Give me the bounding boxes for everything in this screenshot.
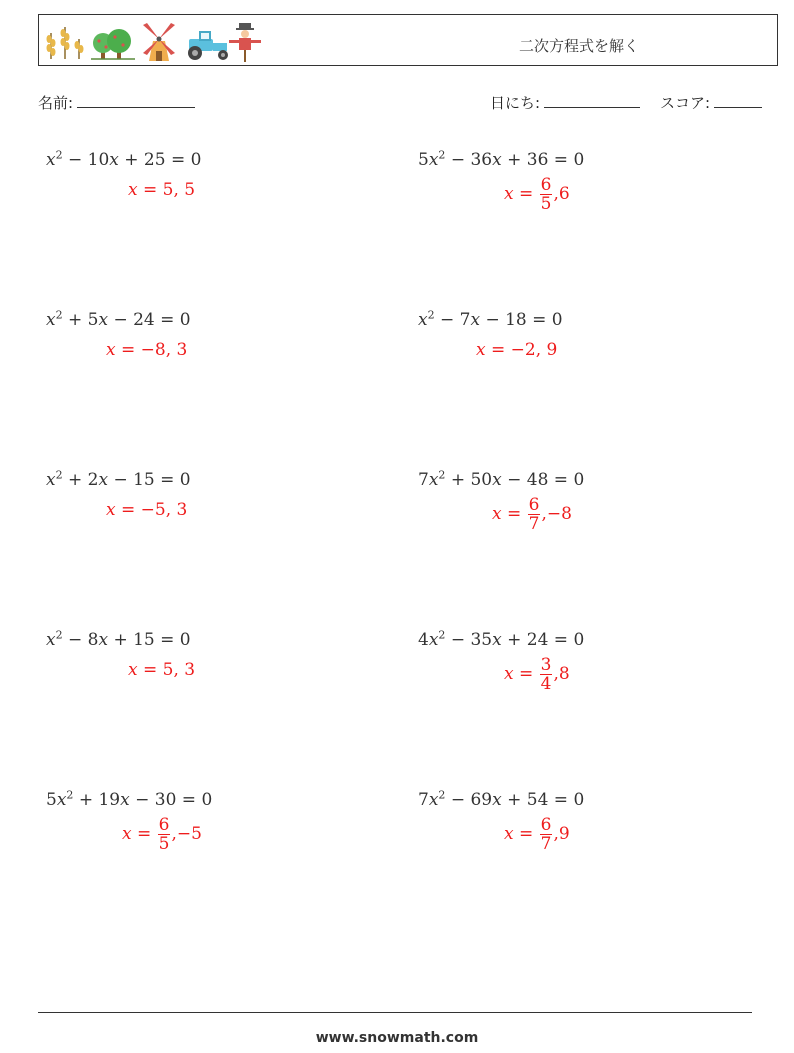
date-field: [490, 92, 640, 113]
exponent: 2: [66, 788, 74, 802]
variable: x: [98, 310, 109, 330]
answer-values: 5, 3: [162, 660, 196, 680]
second-root: ,6: [553, 184, 570, 204]
linear-term: − 8: [62, 630, 99, 650]
constant-term: − 18 = 0: [480, 310, 563, 330]
answer: [504, 816, 570, 853]
variable: x: [428, 470, 439, 490]
answer-variable: x: [504, 664, 514, 684]
numerator: 6: [540, 175, 552, 195]
exponent: 2: [438, 788, 446, 802]
equation: [46, 630, 191, 650]
windmill-icon: [143, 23, 175, 61]
denominator: 5: [540, 194, 552, 214]
equals-sign: =: [131, 824, 157, 844]
variable: x: [428, 630, 439, 650]
answer: [122, 816, 202, 853]
answer: [492, 496, 572, 533]
numerator: 6: [540, 815, 552, 835]
answer-variable: x: [504, 184, 514, 204]
equation: [418, 310, 563, 330]
answer-values: −2, 9: [510, 340, 558, 360]
equals-sign: =: [513, 184, 539, 204]
constant-term: + 24 = 0: [501, 630, 585, 650]
linear-term: + 2: [62, 470, 99, 490]
variable: x: [46, 150, 56, 170]
equation: [418, 630, 584, 650]
exponent: 2: [55, 468, 63, 482]
wheat-icon: [47, 27, 84, 59]
exponent: 2: [427, 308, 435, 322]
linear-term: − 7: [434, 310, 471, 330]
name-field: [38, 92, 195, 113]
fraction: [158, 816, 171, 853]
equation: [46, 470, 191, 490]
constant-term: − 48 = 0: [501, 470, 585, 490]
exponent: 2: [55, 308, 63, 322]
linear-term: + 5: [62, 310, 99, 330]
equation: [418, 470, 584, 490]
variable: x: [428, 790, 439, 810]
equation: [46, 790, 212, 810]
variable: x: [109, 150, 119, 170]
numerator: 6: [528, 495, 540, 515]
linear-term: − 35: [445, 630, 493, 650]
exponent: 2: [438, 628, 446, 642]
linear-term: + 50: [445, 470, 493, 490]
constant-term: + 25 = 0: [118, 150, 202, 170]
answer-values: −8, 3: [140, 340, 188, 360]
constant-term: + 36 = 0: [501, 150, 585, 170]
second-root: ,−8: [541, 504, 572, 524]
fraction: [540, 816, 553, 853]
variable: x: [470, 310, 481, 330]
equals-sign: =: [513, 664, 539, 684]
variable: x: [492, 470, 502, 490]
answer: [476, 340, 557, 360]
second-root: ,−5: [171, 824, 202, 844]
answer: [128, 660, 195, 680]
variable: x: [492, 790, 502, 810]
fraction: [528, 496, 541, 533]
fraction: [540, 656, 553, 693]
answer-variable: x: [492, 504, 502, 524]
name-blank[interactable]: [77, 93, 195, 108]
exponent: 2: [438, 468, 446, 482]
numerator: 6: [158, 815, 170, 835]
variable: x: [120, 790, 130, 810]
coefficient: 5: [418, 150, 429, 170]
footer-url: www.snowmath.com: [315, 1030, 479, 1046]
constant-term: − 30 = 0: [129, 790, 213, 810]
fraction: [540, 176, 553, 213]
coefficient: 4: [418, 630, 429, 650]
coefficient: 7: [418, 470, 429, 490]
denominator: 5: [158, 834, 170, 854]
linear-term: − 10: [62, 150, 110, 170]
header-icons: [43, 19, 263, 63]
exponent: 2: [55, 148, 63, 162]
answer-values: 5, 5: [162, 180, 196, 200]
variable: x: [428, 150, 439, 170]
scarecrow-icon: [229, 23, 261, 62]
equation: [46, 310, 191, 330]
variable: x: [98, 630, 109, 650]
answer: [128, 180, 195, 200]
answer-variable: x: [122, 824, 132, 844]
equals-sign: =: [485, 340, 511, 360]
answer: [504, 176, 570, 213]
constant-term: + 15 = 0: [108, 630, 191, 650]
answer-values: −5, 3: [140, 500, 188, 520]
linear-term: − 69: [445, 790, 493, 810]
exponent: 2: [55, 628, 63, 642]
score-blank[interactable]: [714, 93, 762, 108]
answer-variable: x: [476, 340, 486, 360]
tree-icon: [91, 29, 135, 59]
equals-sign: =: [137, 660, 163, 680]
answer-variable: x: [504, 824, 514, 844]
variable: x: [492, 150, 502, 170]
variable: x: [46, 310, 56, 330]
answer-variable: x: [128, 180, 138, 200]
equation: [418, 790, 584, 810]
name-label: 名前:: [38, 94, 74, 112]
score-field: [660, 92, 762, 113]
footer-divider: [38, 1012, 752, 1013]
equals-sign: =: [137, 180, 163, 200]
answer: [106, 500, 187, 520]
equation: [418, 150, 584, 170]
variable: x: [46, 470, 56, 490]
answer: [504, 656, 570, 693]
denominator: 7: [540, 834, 552, 854]
variable: x: [46, 630, 56, 650]
variable: x: [56, 790, 67, 810]
coefficient: 7: [418, 790, 429, 810]
worksheet-title: 二次方程式を解く: [519, 37, 640, 55]
equals-sign: =: [501, 504, 527, 524]
constant-term: − 15 = 0: [108, 470, 191, 490]
tractor-icon: [188, 31, 228, 60]
variable: x: [492, 630, 502, 650]
date-label: 日にち:: [490, 94, 541, 112]
equals-sign: =: [115, 340, 141, 360]
constant-term: − 24 = 0: [108, 310, 191, 330]
linear-term: − 36: [445, 150, 493, 170]
denominator: 4: [540, 674, 552, 694]
answer-variable: x: [128, 660, 138, 680]
answer: [106, 340, 187, 360]
answer-variable: x: [106, 500, 116, 520]
equation: [46, 150, 201, 170]
equals-sign: =: [115, 500, 141, 520]
coefficient: 5: [46, 790, 57, 810]
equals-sign: =: [513, 824, 539, 844]
variable: x: [418, 310, 428, 330]
date-blank[interactable]: [544, 93, 640, 108]
linear-term: + 19: [73, 790, 121, 810]
numerator: 3: [540, 655, 552, 675]
worksheet-header: [38, 14, 778, 66]
answer-variable: x: [106, 340, 116, 360]
variable: x: [98, 470, 109, 490]
exponent: 2: [438, 148, 446, 162]
denominator: 7: [528, 514, 540, 534]
second-root: ,9: [553, 824, 570, 844]
score-label: スコア:: [660, 94, 711, 112]
constant-term: + 54 = 0: [501, 790, 585, 810]
second-root: ,8: [553, 664, 570, 684]
